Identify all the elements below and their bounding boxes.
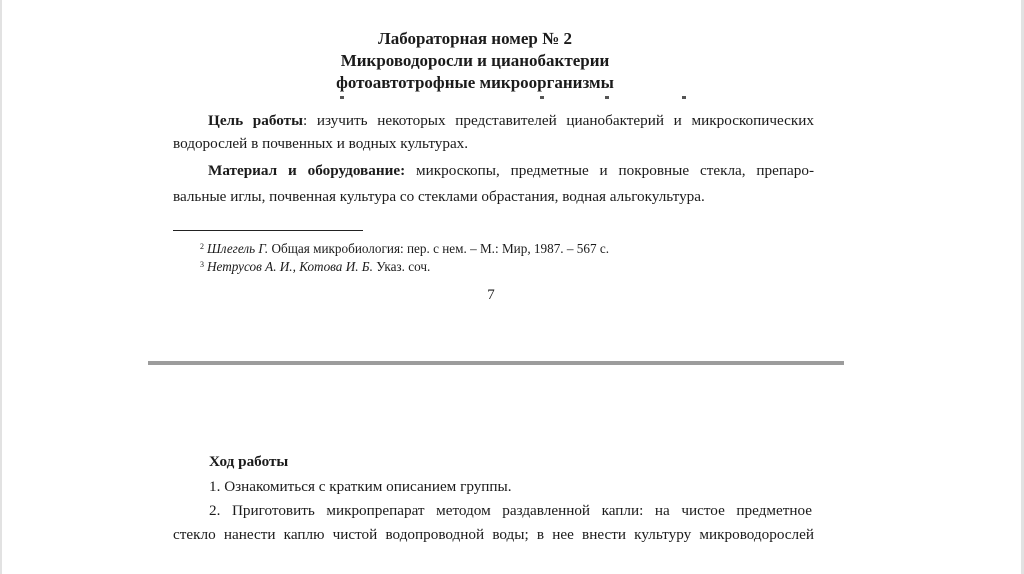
- page-number: 7: [487, 287, 495, 303]
- footnote-3-text: Указ. соч.: [372, 259, 431, 274]
- materials-line-2: вальные иглы, почвенная культура со стеклами обрастания, водная альгокультура.: [173, 188, 705, 205]
- materials-line-1: [173, 159, 814, 182]
- materials-label: Материал и оборудование:: [208, 162, 406, 179]
- footnote-3-number: 3: [200, 260, 204, 269]
- goal-text: : изучить некоторых представителей цианобактерий и микроскопических: [302, 112, 814, 129]
- goal-label: Цель работы: [208, 112, 303, 129]
- clipped-text-remnant: [340, 96, 690, 102]
- procedure-step-2-line-1: 2. Приготовить микропрепарат методом раздавленной капли: на чистое предметное: [209, 502, 812, 519]
- goal-line-1: [173, 109, 814, 132]
- procedure-step-1: 1. Ознакомиться с кратким описанием группы.: [209, 478, 512, 495]
- footnote-2-author: Шлегель Г.: [207, 241, 269, 256]
- goal-line-2: водорослей в почвенных и водных культурах.: [173, 135, 469, 152]
- procedure-step-2-line-2: стекло нанести каплю чистой водопроводной воды; в нее внести культуру микроводорослей: [173, 526, 814, 543]
- title-line-1: Лабораторная номер № 2: [378, 29, 572, 48]
- footnote-3: [200, 258, 430, 275]
- page-separator: [148, 361, 844, 365]
- footnote-2-text: Общая микробиология: пер. с нем. – М.: Мир, 1987. – 567 с.: [268, 241, 610, 256]
- footnote-2: [200, 240, 609, 257]
- title-line-2: Микроводоросли и цианобактерии: [340, 51, 610, 70]
- materials-text: микроскопы, предметные и покровные стекла, препаро-: [405, 162, 815, 179]
- footnote-rule: [173, 230, 363, 231]
- footnote-3-author: Нетрусов А. И., Котова И. Б.: [207, 259, 373, 274]
- procedure-heading: Ход работы: [209, 453, 289, 470]
- title-line-3: фотоавтотрофные микроорганизмы: [336, 73, 614, 92]
- footnote-2-number: 2: [200, 242, 204, 251]
